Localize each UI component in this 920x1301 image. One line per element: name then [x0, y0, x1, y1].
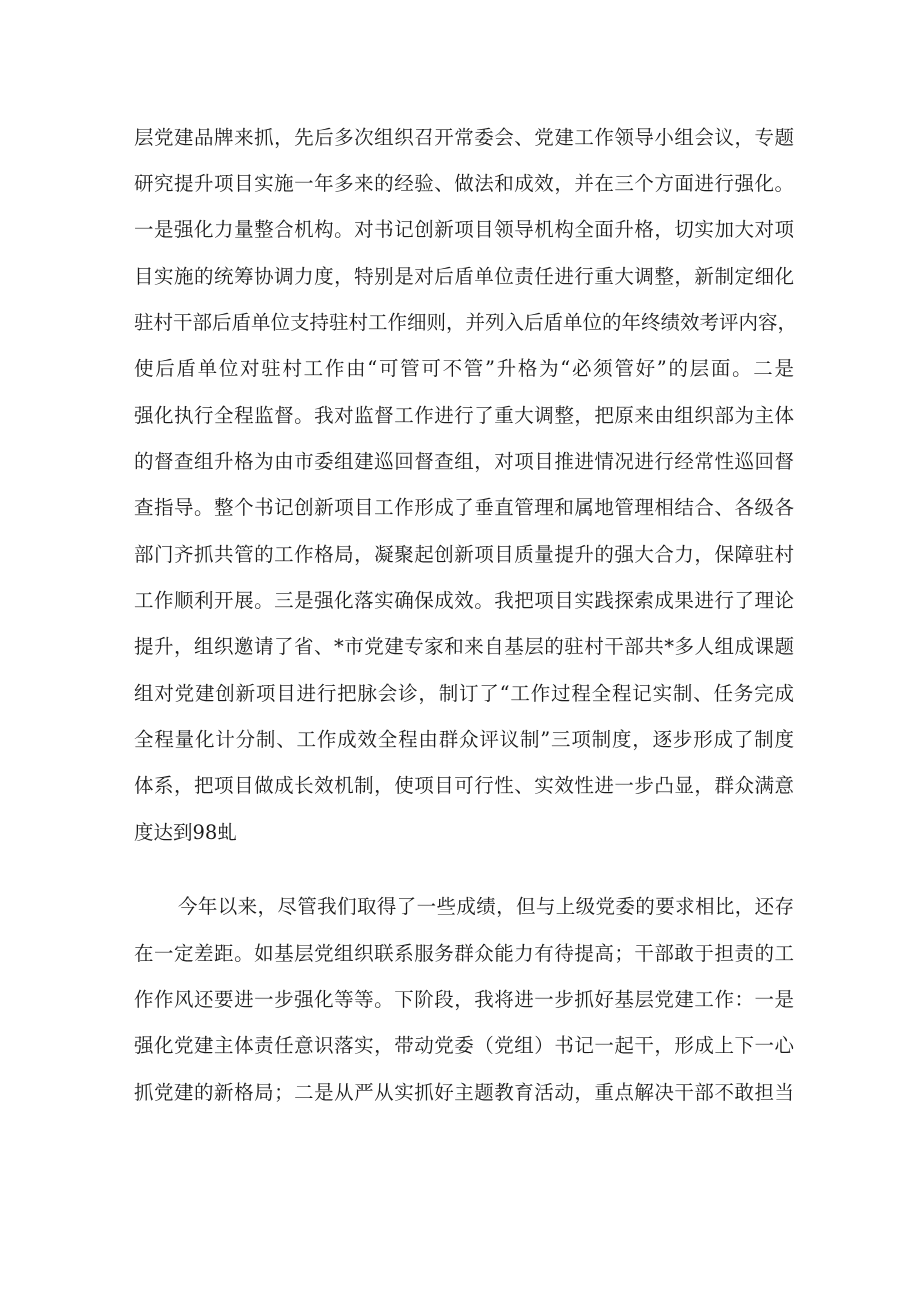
text-line: 目实施的统筹协调力度，特别是对后盾单位责任进行重大调整，新制定细化: [134, 265, 794, 288]
text-line: 全程量化计分制、工作成效全程由群众评议制”三项制度，逐步形成了制度: [134, 728, 794, 751]
text-line: 今年以来，尽管我们取得了一些成绩，但与上级党委的要求相比，还存: [178, 895, 794, 918]
text-line: 一是强化力量整合机构。对书记创新项目领导机构全面升格，切实加大对项: [134, 218, 794, 241]
text-line: 度达到98虬: [134, 821, 237, 844]
text-line: 作作风还要进一步强化等等。下阶段，我将进一步抓好基层党建工作：一是: [134, 988, 794, 1011]
text-line: 部门齐抓共管的工作格局，凝聚起创新项目质量提升的强大合力，保障驻村: [134, 543, 794, 566]
text-line: 的督查组升格为由市委组建巡回督查组，对项目推进情况进行经常性巡回督: [134, 450, 794, 473]
text-line: 在一定差距。如基层党组织联系服务群众能力有待提高；干部敢于担责的工: [134, 942, 794, 965]
text-line: 驻村干部后盾单位支持驻村工作细则，并列入后盾单位的年终绩效考评内容，: [134, 311, 798, 334]
text-line: 体系，把项目做成长效机制，使项目可行性、实效性进一步凸显，群众满意: [134, 774, 794, 797]
text-line: 层党建品牌来抓，先后多次组织召开常委会、党建工作领导小组会议，专题: [134, 126, 794, 149]
text-line: 强化党建主体责任意识落实，带动党委（党组）书记一起干，形成上下一心: [134, 1034, 794, 1057]
text-line: 提升，组织邀请了省、*市党建专家和来自基层的驻村干部共*多人组成课题: [134, 635, 794, 658]
text-line: 查指导。整个书记创新项目工作形成了垂直管理和属地管理相结合、各级各: [134, 496, 794, 519]
text-line: 使后盾单位对驻村工作由“可管可不管”升格为“必须管好”的层面。二是: [134, 357, 794, 380]
text-line: 抓党建的新格局；二是从严从实抓好主题教育活动，重点解决干部不敢担当: [134, 1081, 794, 1104]
text-line: 强化执行全程监督。我对监督工作进行了重大调整，把原来由组织部为主体: [134, 404, 794, 427]
text-line: 研究提升项目实施一年多来的经验、做法和成效，并在三个方面进行强化。: [134, 172, 794, 195]
text-line: 组对党建创新项目进行把脉会诊，制订了“工作过程全程记实制、任务完成: [134, 682, 794, 705]
text-line: 工作顺利开展。三是强化落实确保成效。我把项目实践探索成果进行了理论: [134, 589, 794, 612]
